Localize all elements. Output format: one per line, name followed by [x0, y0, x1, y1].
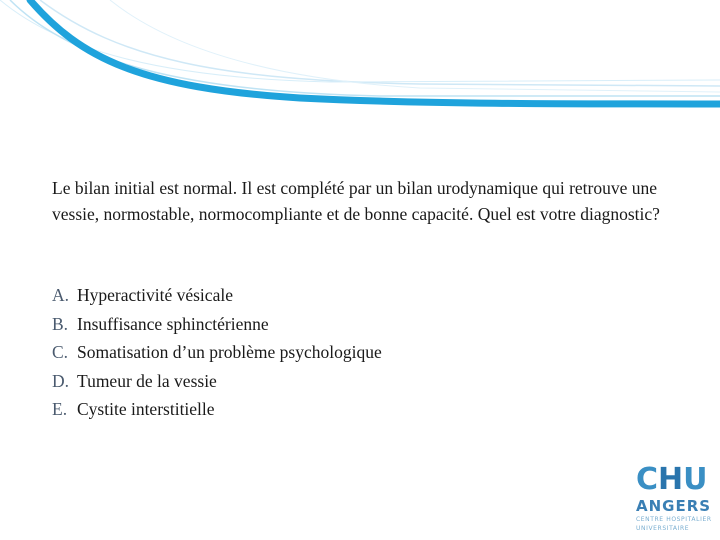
logo-chu-letters [636, 462, 708, 497]
logo-letter-h: H [658, 462, 684, 497]
option-text: Tumeur de la vessie [77, 370, 217, 391]
header-swoosh-decoration [0, 0, 720, 140]
option-c[interactable] [52, 338, 382, 367]
option-d[interactable] [52, 367, 382, 396]
option-letter: C. [52, 342, 69, 363]
option-b[interactable] [52, 310, 382, 339]
option-a[interactable] [52, 281, 382, 310]
answer-options-list [52, 281, 382, 424]
logo-letter-u: U [683, 462, 708, 497]
option-letter: D. [52, 370, 70, 391]
question-text: Le bilan initial est normal. Il est complété par un bilan urodynamique qui retrouve une vessie, normostable, normocompliante et de bonne capacité. Quel est votre diagnostic? [52, 178, 660, 224]
option-text: Somatisation d’un problème psychologique [77, 342, 382, 363]
logo-tagline-1: CENTRE HOSPITALIER [636, 516, 712, 523]
option-letter: E. [52, 399, 68, 420]
option-text: Cystite interstitielle [77, 399, 215, 420]
logo-subtitle: ANGERS [636, 497, 712, 515]
option-e[interactable] [52, 395, 382, 424]
logo-letter-c: C [636, 462, 659, 497]
option-letter: B. [52, 313, 69, 334]
logo-tagline-2: UNIVERSITAIRE [636, 525, 690, 532]
option-text: Insuffisance sphinctérienne [77, 313, 269, 334]
chu-angers-logo [636, 462, 712, 533]
option-letter: A. [52, 285, 70, 305]
option-text: Hyperactivité vésicale [77, 285, 233, 305]
